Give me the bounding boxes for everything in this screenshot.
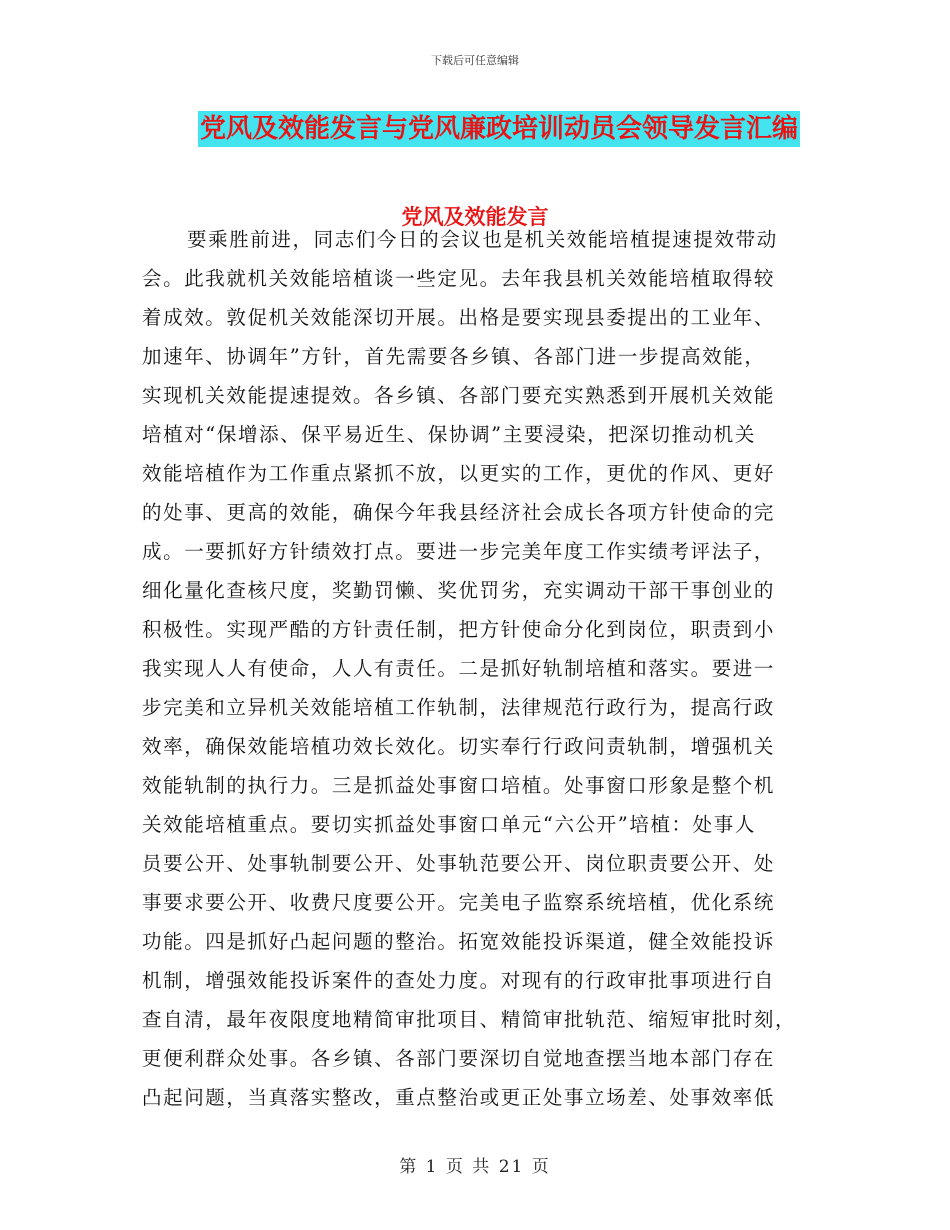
paragraph-line: 成。一要抓好方针绩效打点。要进一步完美年度工作实绩考评法子， [142,540,776,563]
paragraph-line: 加速年、协调年”方针，首先需要各乡镇、各部门进一步提高效能， [142,345,766,368]
paragraph-line: 会。此我就机关效能培植谈一些定见。去年我县机关效能培植取得较 [142,267,776,290]
paragraph-line: 我实现人人有使命，人人有责任。二是抓好轨制培植和落实。要进一 [142,657,776,680]
paragraph-line: 培植对“保增添、保平易近生、保协调”主要浸染，把深切推动机关 [142,423,756,446]
paragraph-line: 步完美和立异机关效能培植工作轨制，法律规范行政行为，提高行政 [142,696,776,719]
paragraph-line: 效率，确保效能培植功效长效化。切实奉行行政问责轨制，增强机关 [142,735,776,758]
page-header-note: 下载后可任意编辑 [431,54,519,67]
paragraph-line: 功能。四是抓好凸起问题的整治。拓宽效能投诉渠道，健全效能投诉 [142,930,776,953]
paragraph-line: 的处事、更高的效能，确保今年我县经济社会成长各项方针使命的完 [142,501,776,524]
section-title: 党风及效能发言 [401,205,549,229]
paragraph-line: 事要求要公开、收费尺度要公开。完美电子监察系统培植，优化系统 [142,891,776,914]
document-title-container [0,111,950,147]
paragraph-line: 查自清，最年夜限度地精简审批项目、精简审批轨范、缩短审批时刻， [142,1008,797,1031]
paragraph-line: 效能培植作为工作重点紧抓不放，以更实的工作，更优的作风、更好 [142,462,776,485]
paragraph-line: 机制，增强效能投诉案件的查处力度。对现有的行政审批事项进行自 [142,969,776,992]
paragraph-line: 实现机关效能提速提效。各乡镇、各部门要充实熟悉到开展机关效能 [142,384,776,407]
paragraph-line: 积极性。实现严酷的方针责任制，把方针使命分化到岗位，职责到小 [142,618,776,641]
body-text [142,218,802,1115]
paragraph-line: 更便利群众处事。各乡镇、各部门要深切自觉地查摆当地本部门存在 [142,1047,776,1070]
page-number-footer: 第 1 页 共 21 页 [399,1157,551,1177]
paragraph-line: 要乘胜前进，同志们今日的会议也是机关效能培植提速提效带动 [187,228,778,251]
paragraph-line: 员要公开、处事轨制要公开、处事轨范要公开、岗位职责要公开、处 [142,852,776,875]
paragraph-line: 效能轨制的执行力。三是抓益处事窗口培植。处事窗口形象是整个机 [142,774,776,797]
paragraph-line: 凸起问题，当真落实整改，重点整治或更正处事立场差、处事效率低 [142,1086,776,1109]
paragraph-line: 细化量化查核尺度，奖勤罚懒、奖优罚劣，充实调动干部干事创业的 [142,579,776,602]
paragraph-line: 关效能培植重点。要切实抓益处事窗口单元“六公开”培植：处事人 [142,813,756,836]
document-title: 党风及效能发言与党风廉政培训动员会领导发言汇编 [198,111,800,147]
paragraph-line: 着成效。敦促机关效能深切开展。出格是要实现县委提出的工业年、 [142,306,776,329]
